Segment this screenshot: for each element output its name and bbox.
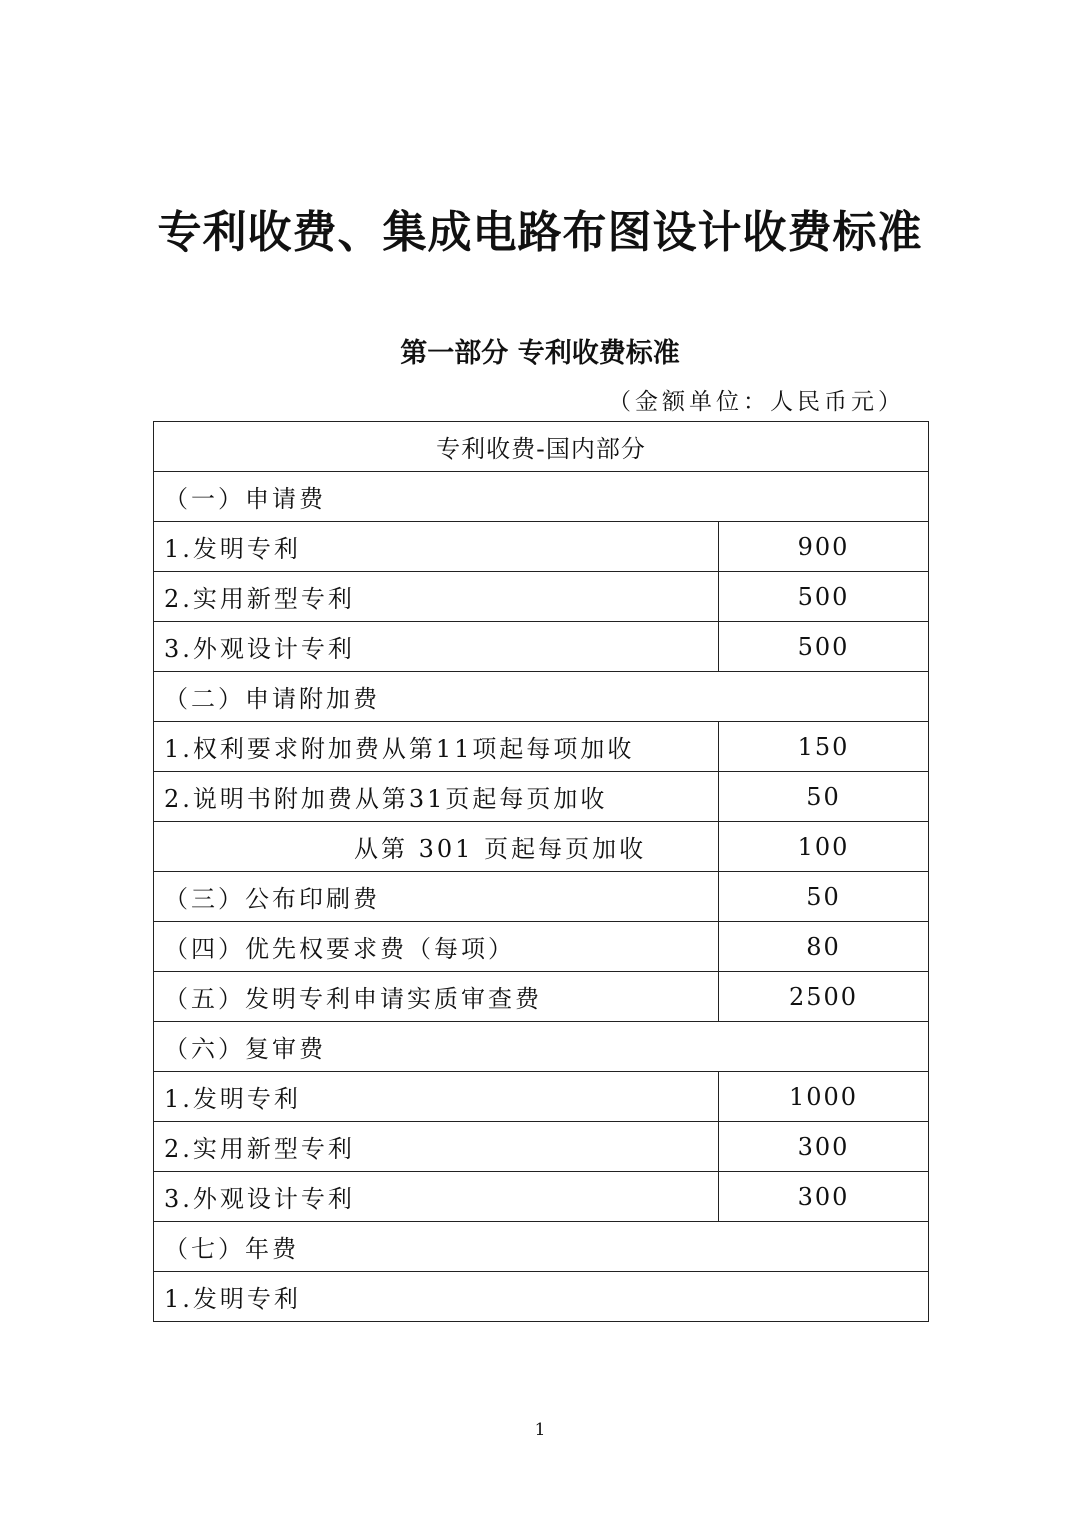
fee-label: （五）发明专利申请实质审查费 — [154, 972, 719, 1022]
table-row — [154, 822, 929, 872]
table-header-row — [154, 422, 929, 472]
fee-amount: 2500 — [719, 972, 929, 1022]
fee-amount: 1000 — [719, 1072, 929, 1122]
section-label: （六）复审费 — [154, 1022, 929, 1072]
table-row — [154, 872, 929, 922]
fee-amount: 50 — [719, 872, 929, 922]
table-row — [154, 1022, 929, 1072]
fee-label: 1.发明专利 — [154, 1272, 929, 1322]
fee-label: 3.外观设计专利 — [154, 1172, 719, 1222]
unit-note: （金额单位：人民币元） — [608, 389, 905, 415]
document-title: 专利收费、集成电路布图设计收费标准 — [157, 207, 923, 258]
table-row — [154, 622, 929, 672]
fee-amount: 300 — [719, 1172, 929, 1222]
part-title: 第一部分 专利收费标准 — [400, 338, 680, 369]
fee-label: 1.发明专利 — [154, 522, 719, 572]
table-header: 专利收费-国内部分 — [154, 422, 929, 472]
section-label: （二）申请附加费 — [154, 672, 929, 722]
fee-amount: 50 — [719, 772, 929, 822]
table-row — [154, 1222, 929, 1272]
section-label: （一）申请费 — [154, 472, 929, 522]
fee-label: （三）公布印刷费 — [154, 872, 719, 922]
fee-label: （四）优先权要求费（每项） — [154, 922, 719, 972]
table-row — [154, 972, 929, 1022]
fee-label: 1.权利要求附加费从第11项起每项加收 — [154, 722, 719, 772]
fee-label: 1.发明专利 — [154, 1072, 719, 1122]
fee-table — [153, 421, 929, 1322]
fee-amount: 500 — [719, 622, 929, 672]
fee-amount: 150 — [719, 722, 929, 772]
table-row — [154, 522, 929, 572]
table-row — [154, 472, 929, 522]
table-row — [154, 1072, 929, 1122]
fee-label: 2.说明书附加费从第31页起每页加收 — [154, 772, 719, 822]
fee-label: 2.实用新型专利 — [154, 1122, 719, 1172]
table-row — [154, 572, 929, 622]
fee-amount: 900 — [719, 522, 929, 572]
page-number: 1 — [534, 1420, 546, 1440]
fee-amount: 500 — [719, 572, 929, 622]
table-row — [154, 772, 929, 822]
fee-amount: 80 — [719, 922, 929, 972]
fee-label: 从第 301 页起每页加收 — [154, 822, 719, 872]
table-row — [154, 672, 929, 722]
table-row — [154, 722, 929, 772]
section-label: （七）年费 — [154, 1222, 929, 1272]
table-row — [154, 1172, 929, 1222]
fee-amount: 300 — [719, 1122, 929, 1172]
fee-label: 2.实用新型专利 — [154, 572, 719, 622]
fee-label: 3.外观设计专利 — [154, 622, 719, 672]
table-row — [154, 922, 929, 972]
fee-amount: 100 — [719, 822, 929, 872]
table-row — [154, 1272, 929, 1322]
table-row — [154, 1122, 929, 1172]
